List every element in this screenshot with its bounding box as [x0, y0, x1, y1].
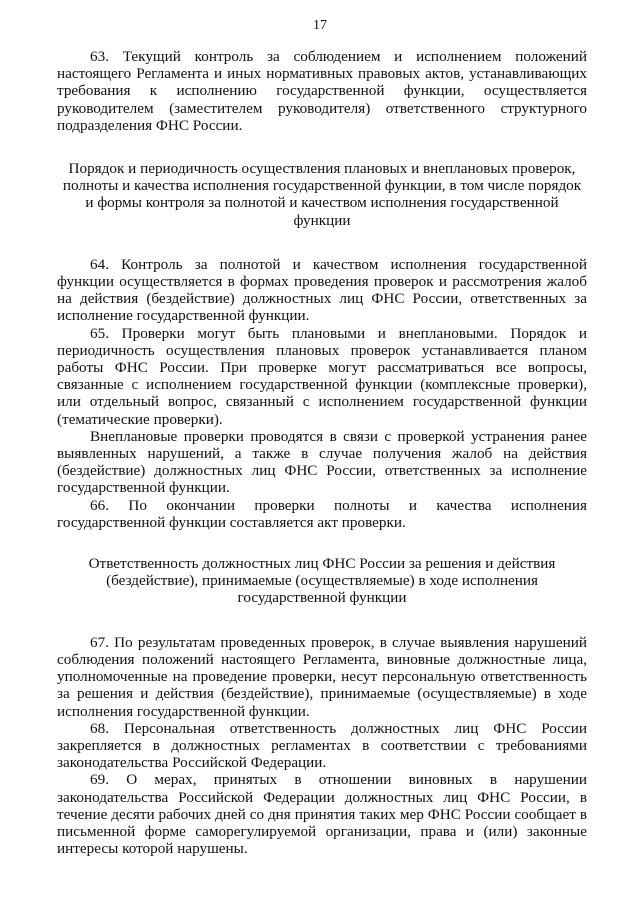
page-number: 17 [313, 18, 327, 33]
paragraph-65: 65. Проверки могут быть плановыми и внеплановыми. Порядок и периодичность осуществления плановых проверок устанавливается планом работы ФНС России. При проверке могут рассматриваться все вопросы, связанные с исполнением государственной функции (комплексные проверки), или отдельный вопрос, связанный с исполнением государственной функции (тематические проверки). [57, 324, 587, 428]
paragraph-69: 69. О мерах, принятых в отношении виновных в нарушении законодательства Российской Федерации должностных лиц ФНС России, в течение десяти рабочих дней со дня принятия таких мер ФНС России сообщает в письменной форме саморегулируемой организации, права и (или) законные интересы которой нарушены. [57, 771, 587, 858]
section-heading-responsibility: Ответственность должностных лиц ФНС России за решения и действия (бездействие), принимаемые (осуществляемые) в ходе исполнения государственной функции [88, 555, 556, 607]
paragraph-68: 68. Персональная ответственность должностных лиц ФНС России закрепляется в должностных регламентах в соответствии с требованиями законодательства Российской Федерации. [57, 719, 587, 772]
paragraph-unscheduled-inspections: Внеплановые проверки проводятся в связи с проверкой устранения ранее выявленных нарушений, а также в случае получения жалоб на действия (бездействие) должностных лиц ФНС России, ответственных за исполнение государственной функции. [57, 427, 587, 497]
document-body [57, 48, 587, 857]
paragraph-64: 64. Контроль за полнотой и качеством исполнения государственной функции осуществляется в формах проведения проверок и рассмотрения жалоб на действия (бездействие) должностных лиц ФНС России, ответственных за исполнение государственной функции. [57, 255, 587, 325]
paragraph-67: 67. По результатам проведенных проверок, в случае выявления нарушений соблюдения положений настоящего Регламента, виновные должностные лица, уполномоченные на проведение проверки, несут персональную ответственность за решения и действия (бездействие), принимаемые (осуществляемые) в ходе исполнения государственной функции. [57, 633, 587, 720]
paragraph-66: 66. По окончании проверки полноты и качества исполнения государственной функции составляется акт проверки. [57, 496, 587, 531]
paragraph-63: 63. Текущий контроль за соблюдением и исполнением положений настоящего Регламента и иных нормативных правовых актов, устанавливающих требования к исполнению государственной функции, осуществляется руководителем (заместителем руководителя) ответственного структурного подразделения ФНС России. [57, 48, 587, 134]
section-heading-inspections: Порядок и периодичность осуществления плановых и внеплановых проверок, полноты и качества исполнения государственной функции, в том числе порядок и формы контроля за полнотой и качеством исполнения государственной функции [62, 160, 582, 229]
